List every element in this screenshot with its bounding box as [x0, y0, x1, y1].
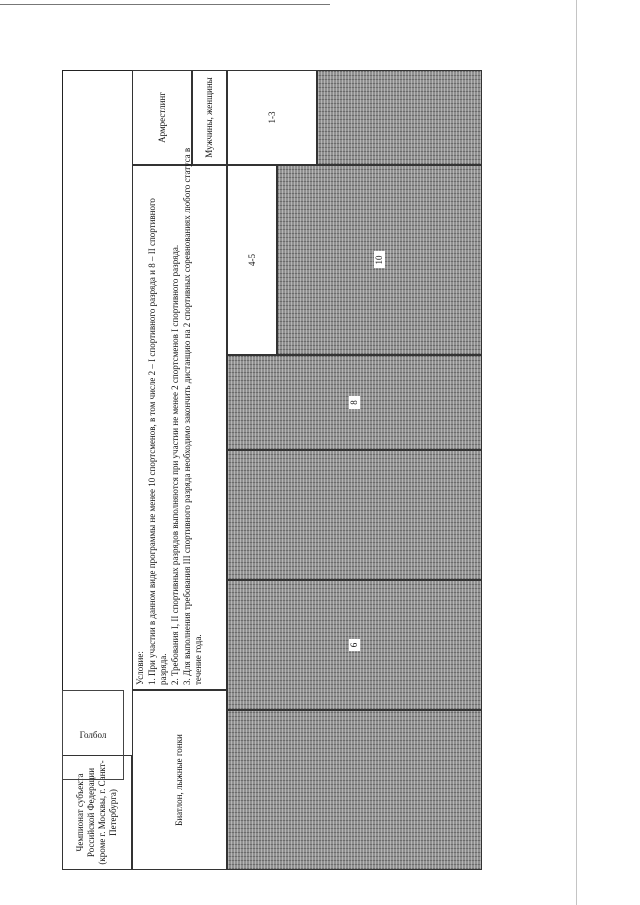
place1-value: 1-3 — [267, 108, 278, 128]
condition-line1b: разряда. — [158, 653, 169, 685]
table-rows-overlay — [62, 70, 482, 870]
gender-armwrestling: Мужчины, женщины — [192, 70, 227, 165]
condition-title: Условие: — [135, 651, 145, 685]
condition-line3a: 3. Для выполнения требования III спортивного разряда необходимо закончить дистанцию на 2 спортивных соревнованиях любого статуса в — [181, 147, 192, 685]
place2-value: 4-5 — [247, 250, 258, 270]
goalball-label: Голбол — [79, 729, 107, 740]
right-margin-line — [576, 0, 577, 905]
sport-armwrestling: Армрестлинг — [132, 70, 192, 165]
sport-biathlon: Биатлон, лыжные гонки — [132, 690, 227, 870]
header-8: 8 — [349, 396, 360, 409]
condition-line2: 2. Требования I, II спортивных разрядов выполняются при участии не менее 2 спортсменов I спортивного разряда. — [170, 244, 181, 685]
header-6: 6 — [349, 639, 360, 652]
top-rule — [0, 4, 330, 5]
header-10: 10 — [374, 252, 385, 269]
condition-line3b: течение года. — [193, 634, 204, 685]
condition-line1a: 1. При участии в данном виде программы не менее 10 спортсменов, в том числе 2 – I спортивного разряда и 8 – II спортивного — [146, 198, 157, 685]
competition-label: Чемпионат субъекта Российской Федерации (кроме г. Москвы, г. Санкт-Петербурга) — [75, 760, 118, 865]
sport-goalball — [62, 690, 124, 780]
